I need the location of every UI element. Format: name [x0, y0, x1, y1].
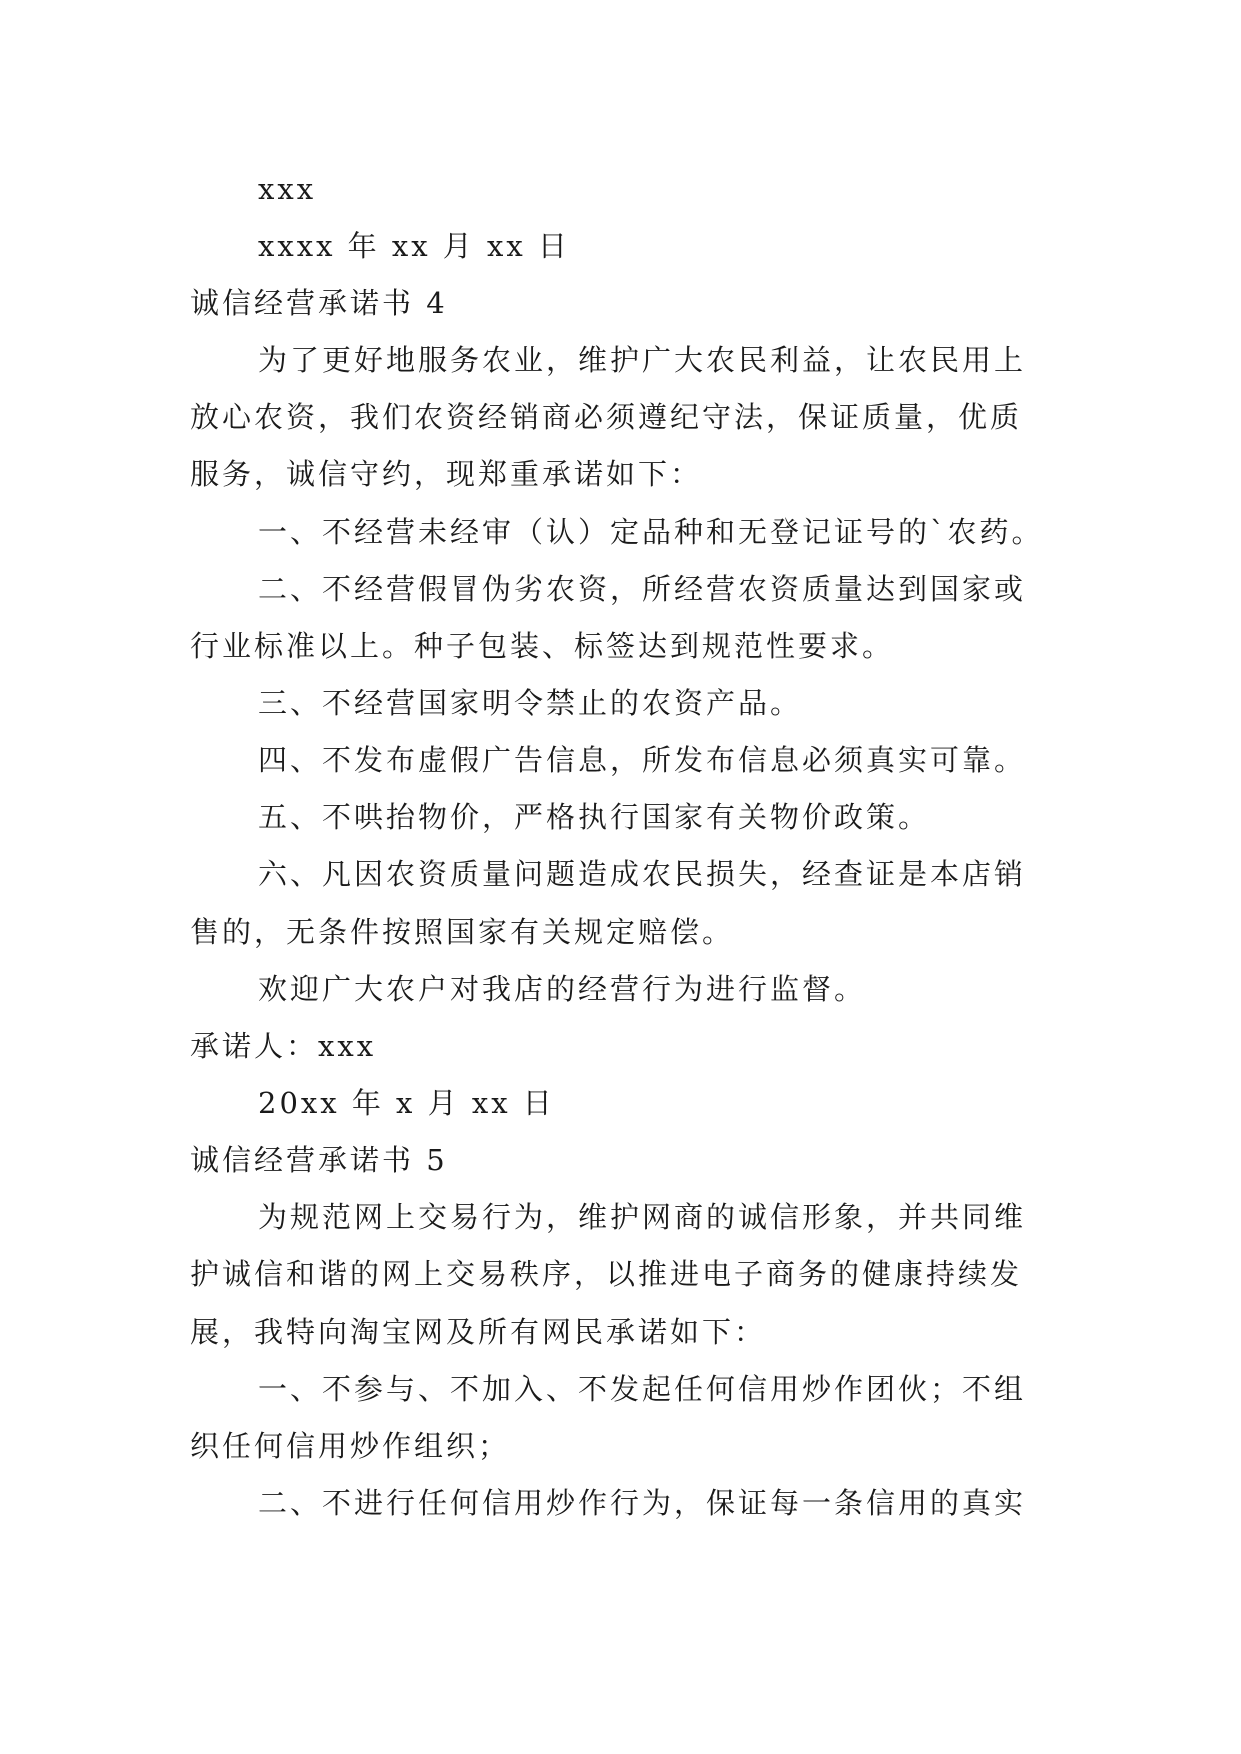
signature-date: xxxx 年 xx 月 xx 日 [258, 229, 570, 263]
paragraph-line: 为了更好地服务农业，维护广大农民利益，让农民用上 [258, 343, 1027, 377]
paragraph-line: 为规范网上交易行为，维护网商的诚信形象，并共同维 [258, 1200, 1027, 1234]
paragraph-line: 一、不经营未经审（认）定品种和无登记证号的`农药。 [258, 515, 1044, 549]
paragraph-line: 六、凡因农资质量问题造成农民损失，经查证是本店销 [258, 857, 1027, 891]
paragraph-line: 放心农资，我们农资经销商必须遵纪守法，保证质量，优质 [190, 400, 1023, 434]
paragraph-line: 织任何信用炒作组织； [190, 1429, 511, 1463]
promise-date: 20xx 年 x 月 xx 日 [258, 1086, 555, 1120]
paragraph-line: 欢迎广大农户对我店的经营行为进行监督。 [258, 972, 867, 1006]
paragraph-line: 一、不参与、不加入、不发起任何信用炒作团伙；不组 [258, 1372, 1027, 1406]
paragraph-line: 护诚信和谐的网上交易秩序，以推进电子商务的健康持续发 [190, 1257, 1023, 1291]
paragraph-line: 售的，无条件按照国家有关规定赔偿。 [190, 915, 735, 949]
paragraph-line: 行业标准以上。种子包装、标签达到规范性要求。 [190, 629, 895, 663]
section-title-5: 诚信经营承诺书 5 [190, 1143, 448, 1177]
paragraph-line: 二、不进行任何信用炒作行为，保证每一条信用的真实 [258, 1486, 1027, 1520]
promisor-line: 承诺人：xxx [190, 1029, 377, 1063]
paragraph-line: 三、不经营国家明令禁止的农资产品。 [258, 686, 803, 720]
paragraph-line: 服务，诚信守约，现郑重承诺如下： [190, 457, 703, 491]
paragraph-line: 展，我特向淘宝网及所有网民承诺如下： [190, 1315, 767, 1349]
paragraph-line: 二、不经营假冒伪劣农资，所经营农资质量达到国家或 [258, 572, 1027, 606]
paragraph-line: 五、不哄抬物价，严格执行国家有关物价政策。 [258, 800, 931, 834]
signature-name: xxx [258, 172, 317, 206]
section-title-4: 诚信经营承诺书 4 [190, 286, 448, 320]
paragraph-line: 四、不发布虚假广告信息，所发布信息必须真实可靠。 [258, 743, 1027, 777]
